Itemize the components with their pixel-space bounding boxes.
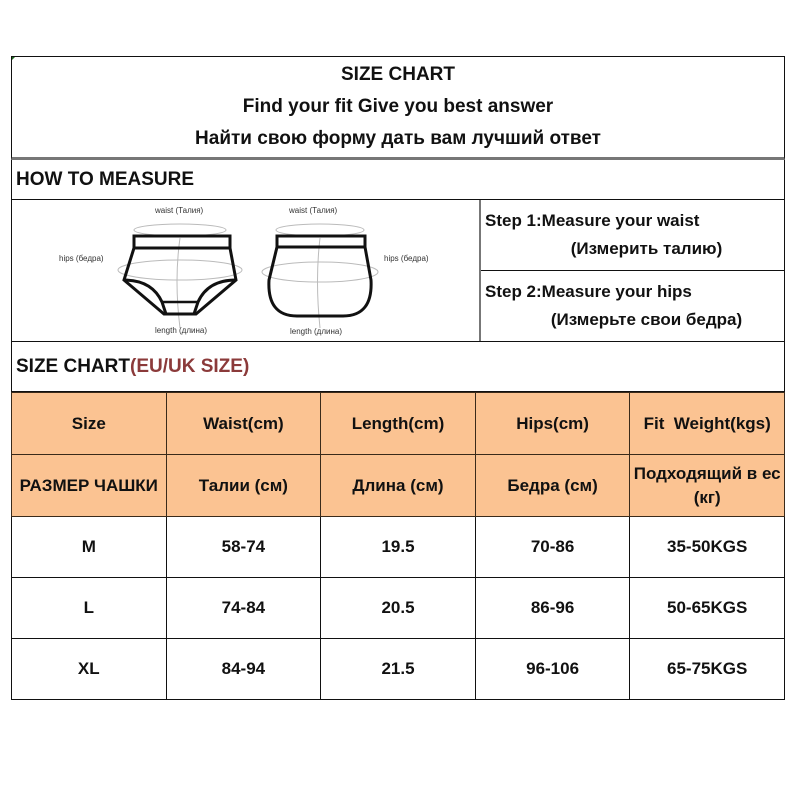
brief-icon [112, 220, 252, 330]
subtitle-en: Find your fit Give you best answer [242, 96, 554, 117]
step-1 [481, 200, 784, 270]
weight-cell: 35-50KGS [630, 517, 785, 578]
length-cell: 20.5 [321, 578, 476, 639]
weight-cell: 65-75KGS [630, 639, 785, 700]
length-cell: 19.5 [321, 517, 476, 578]
size-cell: XL [12, 639, 167, 700]
waist-label-right: waist (Талия) [289, 206, 338, 215]
header-cell: РАЗМЕР ЧАШКИ [12, 455, 167, 517]
size-chart-sheet [11, 56, 785, 700]
step-1-sub: (Измерить талию) [570, 239, 723, 258]
header-cell: Length(cm) [321, 393, 476, 455]
size-cell: M [12, 517, 167, 578]
length-label-right: length (длина) [290, 327, 343, 336]
table-row [12, 578, 785, 639]
header-cell: Fit Weight(kgs) [630, 393, 785, 455]
hips-label-left: hips (бедра) [59, 254, 104, 263]
header-cell: Size [12, 393, 167, 455]
table-header-en [12, 393, 785, 455]
size-table [11, 392, 785, 700]
how-to-measure-heading [11, 160, 785, 200]
size-chart-heading [11, 342, 785, 392]
waist-cell: 84-94 [166, 639, 321, 700]
step-2-sub: (Измерьте свои бедра) [550, 310, 743, 329]
hips-cell: 70-86 [475, 517, 630, 578]
header-cell: Талии (см) [166, 455, 321, 517]
hips-cell: 96-106 [475, 639, 630, 700]
step-2-label: Step 2:Measure your hips [485, 282, 692, 301]
header-cell: Подходящий в ес (кг) [630, 455, 785, 517]
how-to-measure-label: HOW TO MEASURE [16, 168, 195, 190]
title-block [11, 56, 785, 160]
length-cell: 21.5 [321, 639, 476, 700]
waist-cell: 58-74 [166, 517, 321, 578]
length-label-left: length (длина) [155, 326, 208, 335]
hips-label-right: hips (бедра) [384, 254, 429, 263]
waist-cell: 74-84 [166, 578, 321, 639]
header-cell: Длина (см) [321, 455, 476, 517]
subtitle-ru: Найти свою форму дать вам лучший ответ [195, 128, 601, 149]
size-chart-label: SIZE CHART [16, 355, 130, 377]
boyshort-icon [257, 220, 387, 330]
table-row [12, 639, 785, 700]
step-2 [481, 270, 784, 341]
measure-steps [481, 200, 784, 341]
step-1-label: Step 1:Measure your waist [485, 211, 700, 230]
hips-cell: 86-96 [475, 578, 630, 639]
measure-diagram [12, 200, 481, 341]
table-header-ru [12, 455, 785, 517]
size-cell: L [12, 578, 167, 639]
size-chart-accent: (EU/UK SIZE) [130, 355, 250, 377]
header-cell: Бедра (см) [475, 455, 630, 517]
header-cell: Hips(cm) [475, 393, 630, 455]
header-cell: Waist(cm) [166, 393, 321, 455]
measure-row [11, 200, 785, 342]
page-title: SIZE CHART [341, 64, 455, 85]
table-row [12, 517, 785, 578]
weight-cell: 50-65KGS [630, 578, 785, 639]
waist-label-left: waist (Талия) [155, 206, 204, 215]
